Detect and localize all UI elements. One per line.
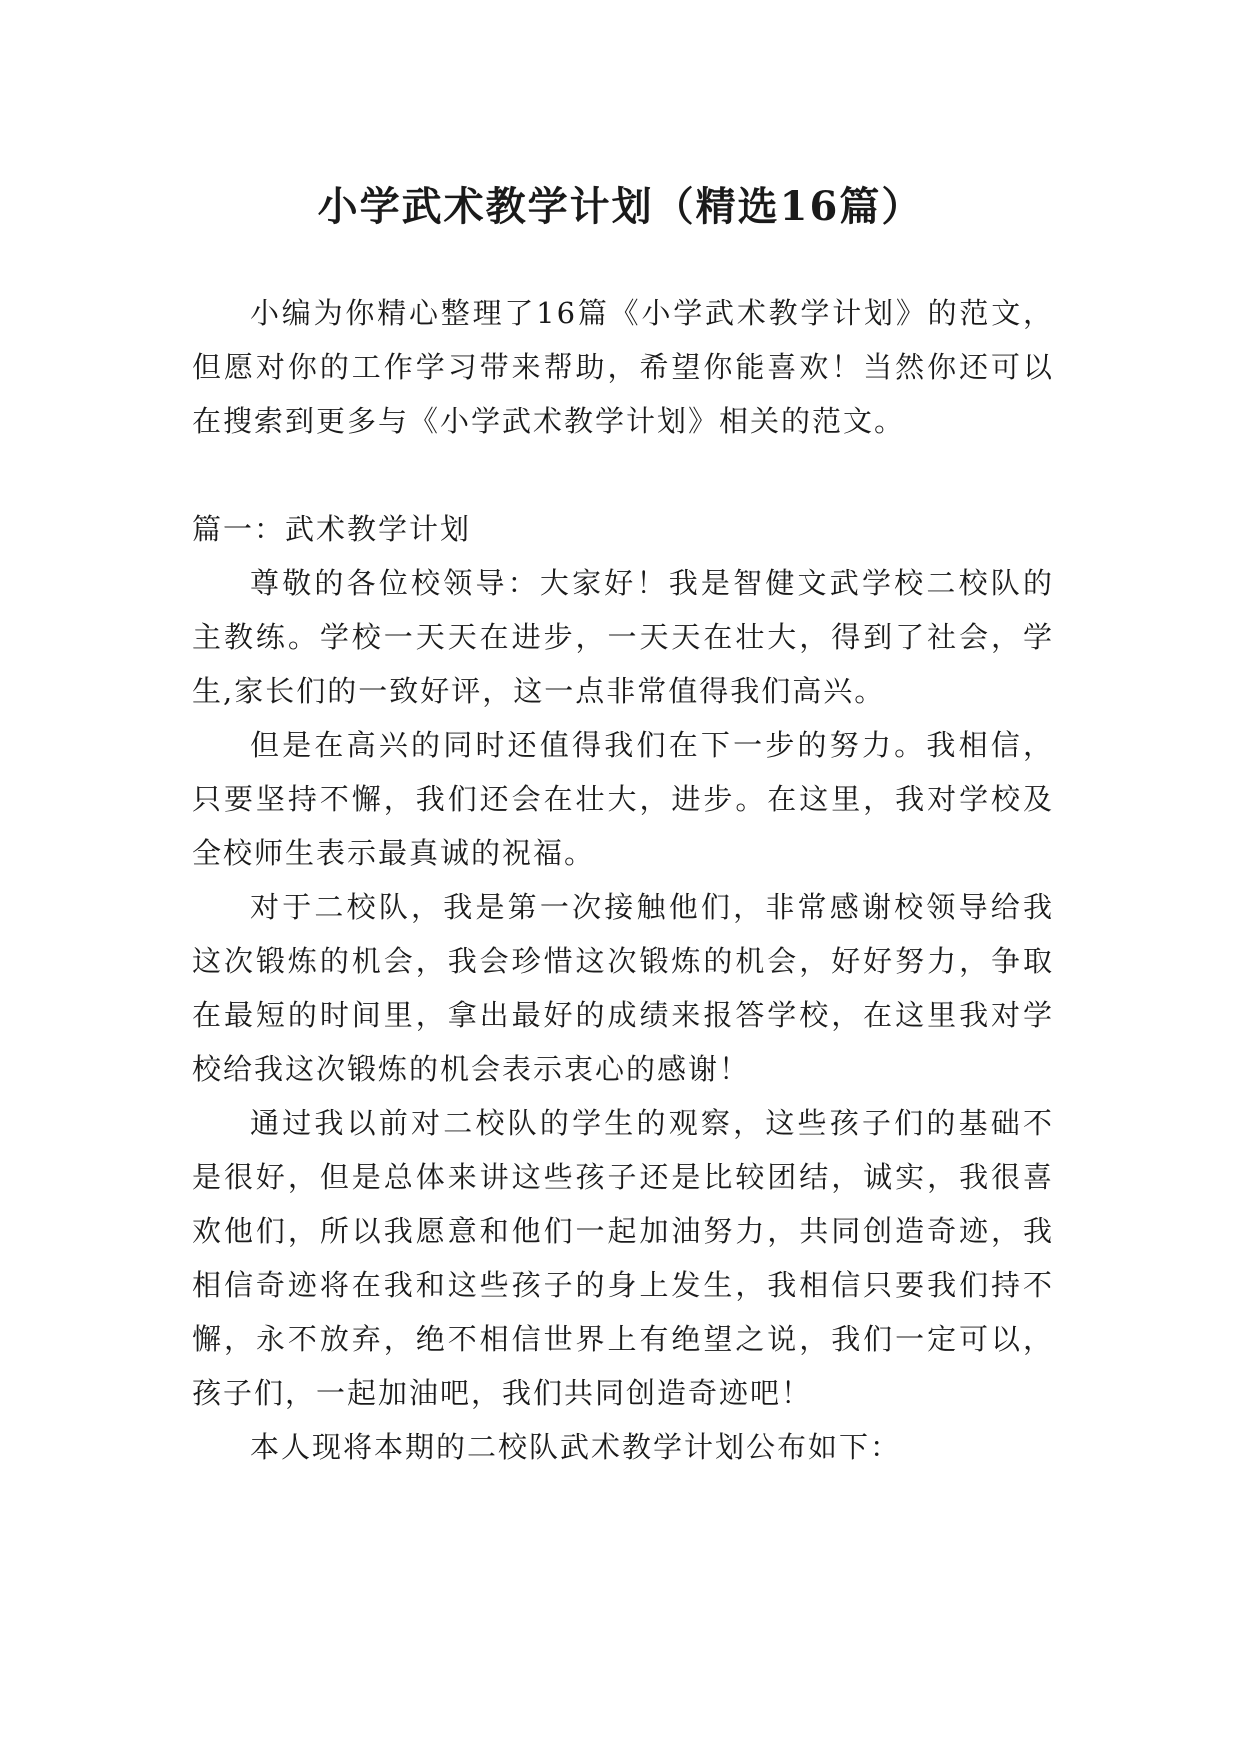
body-paragraph-4: 通过我以前对二校队的学生的观察，这些孩子们的基础不是很好，但是总体来讲这些孩子还是比较团结，诚实，我很喜欢他们，所以我愿意和他们一起加油努力，共同创造奇迹，我相信奇迹将在我和这些孩子的身上发生，我相信只要我们持不懈，永不放弃，绝不相信世界上有绝望之说，我们一定可以，孩子们，一起加油吧，我们共同创造奇迹吧！ bbox=[192, 1106, 1054, 1410]
body-paragraph-1: 尊敬的各位校领导：大家好！我是智健文武学校二校队的主教练。学校一天天在进步，一天天在壮大，得到了社会，学生,家长们的一致好评，这一点非常值得我们高兴。 bbox=[192, 566, 1054, 708]
intro-paragraph: 小编为你精心整理了16篇《小学武术教学计划》的范文，但愿对你的工作学习带来帮助，希望你能喜欢！当然你还可以在搜索到更多与《小学武术教学计划》相关的范文。 bbox=[192, 296, 1054, 438]
body-paragraph-5: 本人现将本期的二校队武术教学计划公布如下： bbox=[250, 1430, 902, 1464]
section-heading: 篇一：武术教学计划 bbox=[192, 512, 472, 546]
body-paragraph-2: 但是在高兴的同时还值得我们在下一步的努力。我相信，只要坚持不懈，我们还会在壮大，进步。在这里，我对学校及全校师生表示最真诚的祝福。 bbox=[192, 728, 1054, 870]
document-title: 小学武术教学计划（精选16篇） bbox=[317, 182, 924, 230]
body-paragraph-3: 对于二校队，我是第一次接触他们，非常感谢校领导给我这次锻炼的机会，我会珍惜这次锻炼的机会，好好努力，争取在最短的时间里，拿出最好的成绩来报答学校，在这里我对学校给我这次锻炼的机会表示衷心的感谢！ bbox=[192, 890, 1054, 1086]
document-body bbox=[192, 286, 1054, 1474]
